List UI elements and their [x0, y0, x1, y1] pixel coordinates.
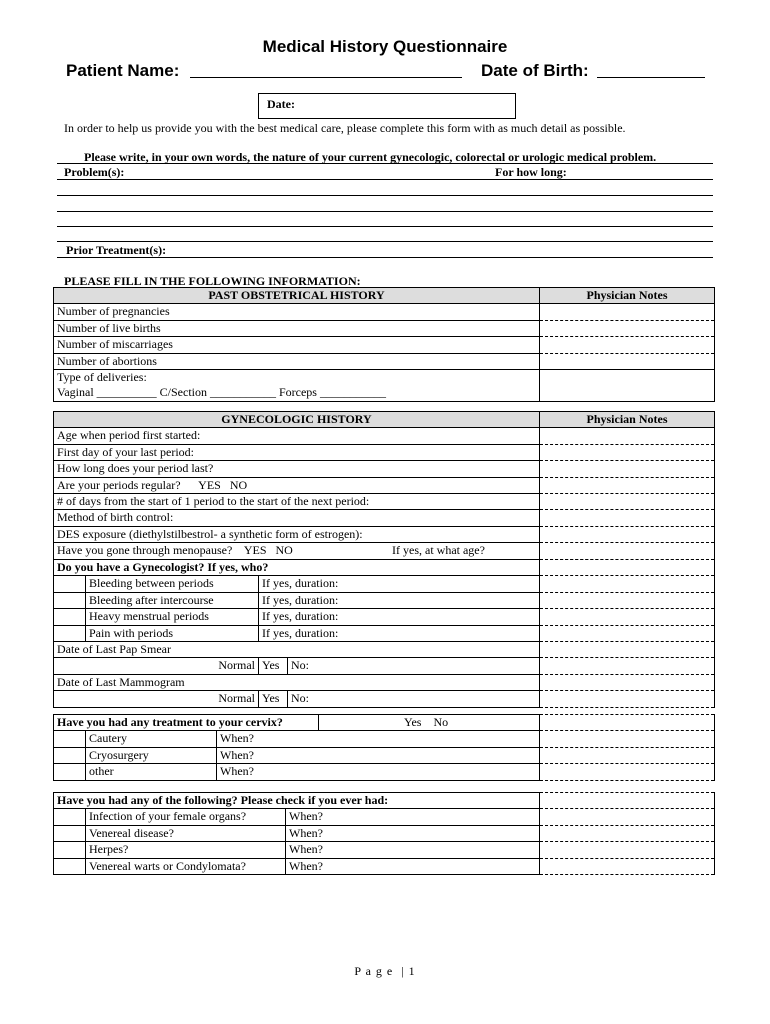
table-row: First day of your last period:	[54, 444, 540, 460]
when-field[interactable]: When?	[217, 731, 540, 747]
prior-treatment-label: Prior Treatment(s):	[66, 243, 167, 257]
physician-note-cell[interactable]	[540, 353, 715, 369]
physician-note-cell[interactable]	[540, 526, 715, 542]
problem-line[interactable]	[57, 226, 713, 227]
conditions-question: Have you had any of the following? Please check if you ever had:	[54, 793, 540, 809]
when-field[interactable]: When?	[286, 809, 540, 825]
physician-note-cell[interactable]	[540, 731, 715, 747]
physician-note-cell[interactable]	[540, 428, 715, 444]
table-row: Number of pregnancies	[54, 304, 540, 320]
when-field[interactable]: When?	[286, 825, 540, 841]
when-field[interactable]: When?	[217, 747, 540, 763]
problem-line[interactable]	[57, 241, 713, 242]
table-row: How long does your period last?	[54, 461, 540, 477]
problem-prompt: Please write, in your own words, the nature of your current gynecologic, colorectal or urologic medical problem.	[84, 150, 657, 164]
table-row: Are your periods regular? YES NO	[54, 477, 540, 493]
physician-note-cell[interactable]	[540, 543, 715, 559]
conditions-table	[53, 792, 715, 875]
intro-text: In order to help us provide you with the best medical care, please complete this form with as much detail as possible.	[64, 121, 626, 135]
gynecologic-heading: GYNECOLOGIC HISTORY	[54, 412, 540, 428]
physician-note-cell[interactable]	[540, 592, 715, 608]
physician-note-cell[interactable]	[540, 337, 715, 353]
dob-label: Date of Birth:	[481, 61, 589, 80]
duration-field[interactable]: If yes, duration:	[259, 592, 540, 608]
no-option[interactable]: No:	[288, 691, 540, 707]
physician-note-cell[interactable]	[540, 560, 715, 576]
physician-note-cell[interactable]	[540, 576, 715, 592]
checkbox-cell[interactable]	[54, 825, 86, 841]
checkbox-cell[interactable]	[54, 842, 86, 858]
table-row: Venereal disease?	[86, 825, 286, 841]
physician-note-cell[interactable]	[540, 747, 715, 763]
fill-info-label: PLEASE FILL IN THE FOLLOWING INFORMATION:	[64, 274, 361, 288]
physician-note-cell[interactable]	[540, 625, 715, 641]
table-row[interactable]: Pain with periods	[86, 625, 259, 641]
form-title: Medical History Questionnaire	[262, 37, 508, 56]
physician-note-cell[interactable]	[540, 858, 715, 874]
duration-field[interactable]: If yes, duration:	[259, 609, 540, 625]
duration-field[interactable]: If yes, duration:	[259, 625, 540, 641]
physician-note-cell[interactable]	[540, 658, 715, 674]
physician-note-cell[interactable]	[540, 809, 715, 825]
physician-note-cell[interactable]	[540, 691, 715, 707]
table-row[interactable]: Cryosurgery	[86, 747, 217, 763]
no-option[interactable]: No:	[288, 658, 540, 674]
when-field[interactable]: When?	[217, 764, 540, 780]
table-row[interactable]: Cautery	[86, 731, 217, 747]
table-row: Method of birth control:	[54, 510, 540, 526]
table-row[interactable]: Bleeding between periods	[86, 576, 259, 592]
table-row: Number of abortions	[54, 353, 540, 369]
table-row[interactable]: Heavy menstrual periods	[86, 609, 259, 625]
date-field[interactable]	[258, 93, 516, 119]
physician-note-cell[interactable]	[540, 320, 715, 336]
table-row[interactable]: Bleeding after intercourse	[86, 592, 259, 608]
how-long-label: For how long:	[495, 165, 567, 179]
yes-option[interactable]: Yes	[259, 691, 288, 707]
normal-label: Normal	[54, 658, 259, 674]
physician-note-cell[interactable]	[540, 510, 715, 526]
physician-note-cell[interactable]	[540, 461, 715, 477]
physician-note-cell[interactable]	[540, 793, 715, 809]
table-row: Number of miscarriages	[54, 337, 540, 353]
checkbox-cell[interactable]	[54, 858, 86, 874]
duration-field[interactable]: If yes, duration:	[259, 576, 540, 592]
table-row: Type of deliveries:	[54, 369, 540, 385]
table-row: Venereal warts or Condylomata?	[86, 858, 286, 874]
physician-note-cell[interactable]	[540, 304, 715, 320]
gynecologist-question: Do you have a Gynecologist? If yes, who?	[54, 560, 540, 576]
physician-note-cell[interactable]	[540, 641, 715, 657]
page-number: P a g e | 1	[354, 964, 416, 978]
prior-treatment-line[interactable]	[57, 257, 713, 258]
physician-note-cell[interactable]	[540, 825, 715, 841]
gynecologist-table	[53, 559, 715, 708]
physician-note-cell[interactable]	[540, 477, 715, 493]
checkbox-cell[interactable]	[54, 809, 86, 825]
physician-note-cell[interactable]	[540, 609, 715, 625]
physician-notes-heading: Physician Notes	[540, 412, 715, 428]
pap-smear-label: Date of Last Pap Smear	[54, 641, 540, 657]
menopause-age: If yes, at what age?	[392, 543, 485, 558]
table-row: Infection of your female organs?	[86, 809, 286, 825]
yes-option[interactable]: Yes	[259, 658, 288, 674]
table-row: Herpes?	[86, 842, 286, 858]
problem-line[interactable]	[57, 211, 713, 212]
when-field[interactable]: When?	[286, 842, 540, 858]
problem-line[interactable]	[57, 195, 713, 196]
physician-note-cell[interactable]	[540, 444, 715, 460]
physician-notes-heading: Physician Notes	[540, 288, 715, 304]
cervix-yes-no[interactable]: Yes No	[319, 715, 540, 731]
normal-label: Normal	[54, 691, 259, 707]
physician-note-cell[interactable]	[540, 674, 715, 690]
when-field[interactable]: When?	[286, 858, 540, 874]
table-row: DES exposure (diethylstilbestrol- a synthetic form of estrogen):	[54, 526, 540, 542]
date-label: Date:	[267, 97, 295, 111]
cervix-table	[53, 714, 715, 781]
cervix-question: Have you had any treatment to your cervix?	[54, 715, 319, 731]
table-row[interactable]: other	[86, 764, 217, 780]
physician-note-cell[interactable]	[540, 369, 715, 401]
menopause-question: Have you gone through menopause? YES NO	[57, 543, 293, 558]
mammogram-label: Date of Last Mammogram	[54, 674, 540, 690]
problems-label: Problem(s):	[64, 165, 125, 179]
table-row: Number of live births	[54, 320, 540, 336]
dob-field[interactable]	[597, 63, 705, 78]
table-row: # of days from the start of 1 period to the start of the next period:	[54, 493, 540, 509]
patient-name-field[interactable]	[190, 63, 462, 78]
table-row: Age when period first started:	[54, 428, 540, 444]
physician-note-cell[interactable]	[540, 715, 715, 731]
obstetrical-heading: PAST OBSTETRICAL HISTORY	[54, 288, 540, 304]
physician-note-cell[interactable]	[540, 493, 715, 509]
physician-note-cell[interactable]	[540, 842, 715, 858]
deliveries-row[interactable]: Vaginal __________ C/Section ___________ Forceps ___________	[54, 385, 540, 401]
patient-name-label: Patient Name:	[66, 61, 180, 80]
obstetrical-table	[53, 287, 715, 402]
gynecologic-table	[53, 411, 715, 560]
table-row	[54, 543, 540, 559]
physician-note-cell[interactable]	[540, 764, 715, 780]
